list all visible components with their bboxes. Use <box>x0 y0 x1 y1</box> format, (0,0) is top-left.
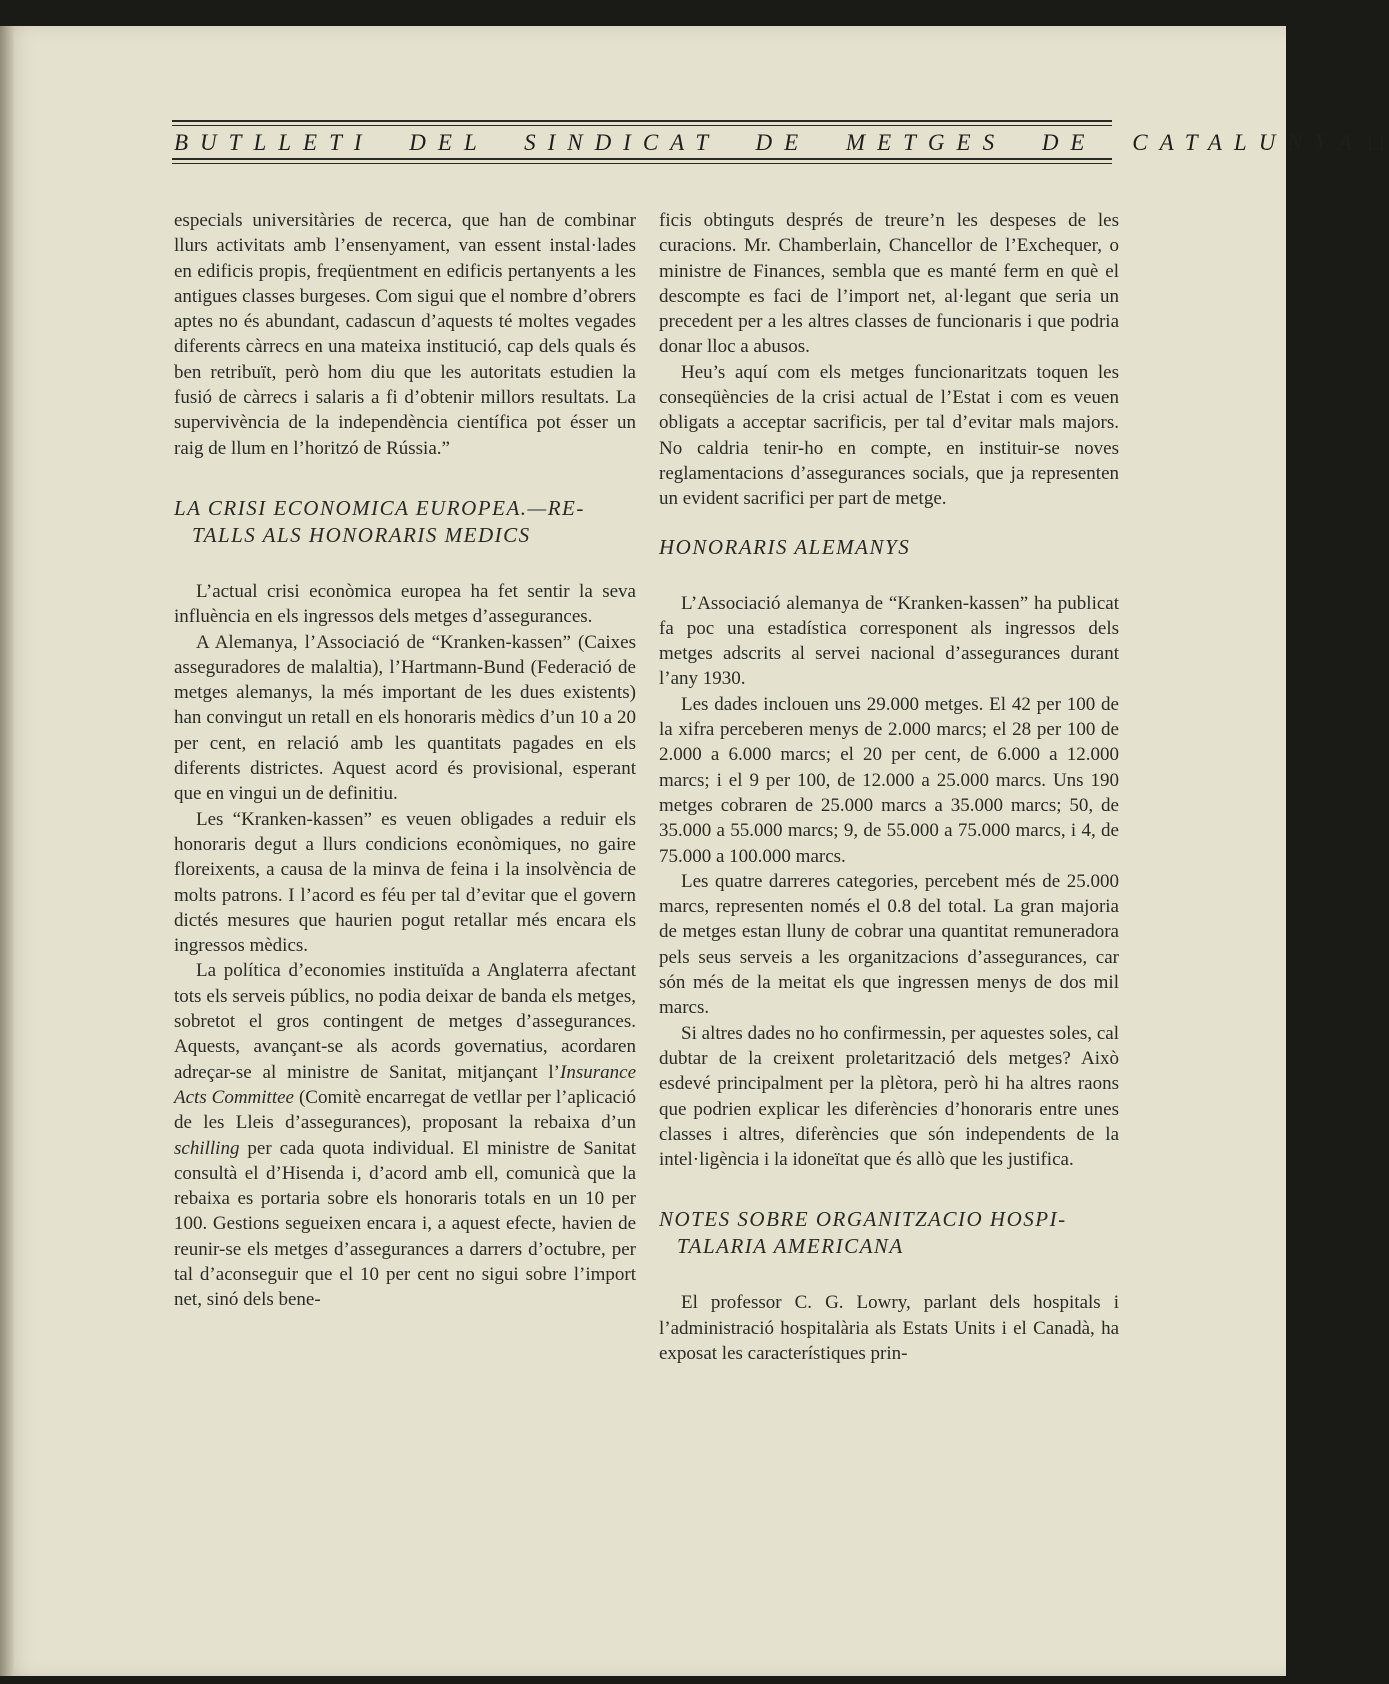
text-run: per cada quota individual. El ministre de Sanitat consultà el d’Hisenda i, d’acord amb ell, comunicà que la rebaixa es portaria sobre els honoraris totals en un 10 per 100. Gestions segueixen encara i, a aquest efecte, havien de reunir-se els metges d’assegurances a darrers d’octubre, per tal d’aconseguir que el 10 per cent no sigui sobre l’import net, sinó dels bene- <box>174 1137 636 1311</box>
text-run: (Comitè encarregat de vetllar per l’aplicació de les Lleis d’assegurances), proposant la rebaixa d’un <box>174 1086 636 1134</box>
section-title-line: NOTES SOBRE ORGANITZACIO HOSPI- <box>659 1207 1067 1232</box>
section-title-line: LA CRISI ECONOMICA EUROPEA.—RE- <box>174 495 585 520</box>
paragraph: Les dades inclouen uns 29.000 metges. El 42 per 100 de la xifra perceberen menys de 2.000 marcs; el 28 per 100 de 2.000 a 6.000 marcs; el 20 per cent, de 6.000 a 12.000 marcs; i el 9 per 100, de 12.000 a 25.000 marcs. Uns 190 metges cobraren de 25.000 marcs a 35.000 marcs; 50, de 35.000 a 55.000 marcs; 9, de 55.000 a 75.000 marcs, i 4, de 75.000 a 100.000 marcs. <box>659 693 1119 867</box>
paragraph: especials universitàries de recerca, que han de combinar llurs activitats amb l’ensenyament, van essent instal·lades en edificis propis, freqüentment en edificis pertanyents a les antigues classes burgeses. Com sigui que el nombre d’obrers aptes no és abundant, cadascun d’aquests té moltes vegades diferents càrrecs en una mateixa institució, cap dels quals és ben retribuït, però hom diu que les autoritats estudien la fusió de càrrecs i salaris a fi d’obtenir millors resultats. La supervivència de la independència científica pot ésser un raig de llum en l’horitzó de Rússia.” <box>174 210 636 459</box>
left-column <box>174 208 636 1313</box>
section-title-line: TALLS ALS HONORARIS MEDICS <box>192 522 531 547</box>
paragraph: El professor C. G. Lowry, parlant dels hospitals i l’administració hospitalària als Estats Units i el Canadà, ha exposat les característiques prin- <box>659 1292 1119 1364</box>
italic-term: schilling <box>174 1137 240 1159</box>
italic-term: Insurance Acts Committee <box>174 1061 636 1108</box>
text-run: La política d’economies instituïda a Anglaterra afectant tots els serveis públics, no podia deixar de banda els metges, sobretot el gros contingent de metges d’assegurances. Aquests, avançant-se als acords governatius, acordaren adreçar-se al ministre de Sanitat, mitjançant l’ <box>174 960 636 1083</box>
paragraph: ficis obtinguts després de treure’n les despeses de les curacions. Mr. Chamberlain, Chancellor de l’Exchequer, o ministre de Finances, sembla que es manté ferm en què el descompte es faci de l’import net, al·legant que seria un precedent per a les altres classes de funcionaris i que podria donar lloc a abusos. <box>659 210 1119 358</box>
paragraph: Heu’s aquí com els metges funcionaritzats toquen les conseqüències de la crisi actual de l’Estat i com es veuen obligats a acceptar sacrificis, per tal d’evitar mals majors. No caldria tenir-ho en compte, en instituir-se noves reglamentacions d’assegurances socials, que ja representen un evident sacrifici per part de metge. <box>659 361 1119 510</box>
paragraph: Les “Kranken-kassen” es veuen obligades a reduir els honoraris degut a llurs condicions econòmiques, no gaire floreixents, a causa de la minva de feina i la insolvència de molts patrons. I l’acord es féu per tal d’evitar que el govern dictés mesures que haurien pogut retallar més encara els ingressos mèdics. <box>174 808 636 957</box>
section-title-notes <box>659 1206 1119 1260</box>
paragraph: A Alemanya, l’Associació de “Kranken-kassen” (Caixes asseguradores de malaltia), l’Hartmann-Bund (Federació de metges alemanys, la més important de les dues existents) han convingut un retall en els honoraris mèdics d’un 10 a 20 per cent, en relació amb les quantitats pagades en els diferents districtes. Aquest acord és provisional, esperant que en vingui un de definitiu. <box>174 631 636 805</box>
section-title-crisi <box>174 495 636 549</box>
paragraph: Les quatre darreres categories, percebent més de 25.000 marcs, representen només el 0.8 del total. La gran majoria de metges estan lluny de cobrar una quantitat remuneradora pels seus serveis a les organitzacions d’assegurances, car són més de la meitat els que ingressen menys de dos mil marcs. <box>659 870 1119 1019</box>
section-title-line: TALARIA AMERICANA <box>677 1234 904 1259</box>
header-rule-top <box>172 120 1112 122</box>
journal-title: BUTLLETI DEL SINDICAT DE METGES DE CATALUNYA <box>174 130 1364 155</box>
page-binding-edge <box>0 26 14 1676</box>
running-header <box>172 120 1389 164</box>
right-column <box>659 208 1119 1366</box>
header-line <box>172 126 1389 158</box>
paragraph: L’actual crisi econòmica europea ha fet sentir la seva influència en els ingressos dels metges d’assegurances. <box>174 580 636 628</box>
paragraph: L’Associació alemanya de “Kranken-kassen” ha publicat fa poc una estadística corresponent als ingressos dels metges adscrits al servei nacional d’assegurances durant l’any 1930. <box>659 592 1119 690</box>
paragraph: Si altres dades no ho confirmessin, per aquestes soles, cal dubtar de la creixent proletarització dels metges? Això esdevé principalment per la plètora, però hi ha altres raons que podrien explicar les diferències d’honoraris entre unes classes i altres, diferències que són independents de la intel·ligència i la idoneïtat que és allò que les justifica. <box>659 1022 1119 1171</box>
paragraph <box>174 958 636 1312</box>
page-number: 11 <box>1363 130 1389 155</box>
section-title-honoraris: HONORARIS ALEMANYS <box>659 534 911 559</box>
header-rule-bottom-thin <box>172 163 1112 164</box>
header-rule-bottom <box>172 158 1112 160</box>
